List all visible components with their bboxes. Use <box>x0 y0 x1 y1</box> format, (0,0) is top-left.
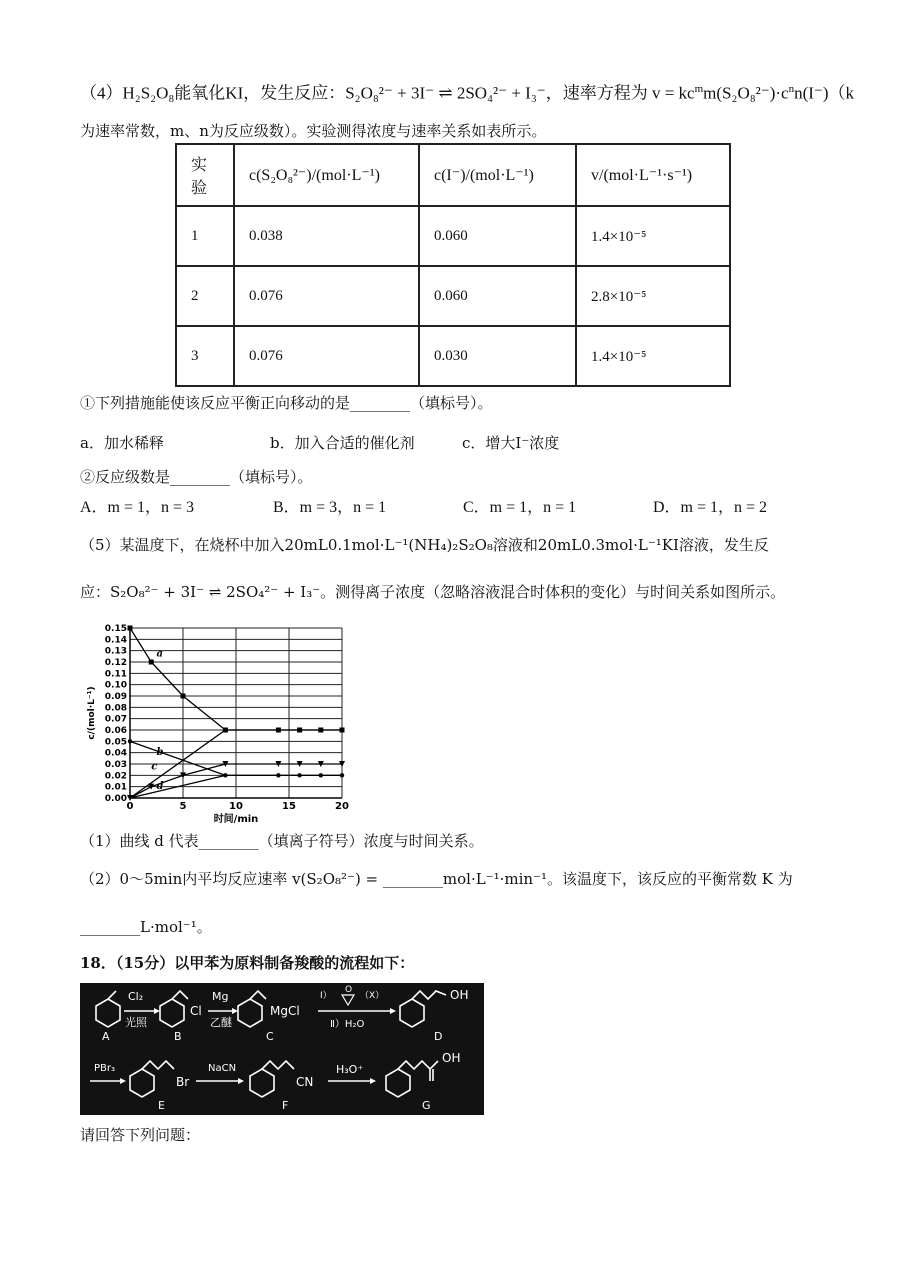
q4-intro-c: n(I⁻)（k <box>794 83 855 103</box>
table-header: 实验 <box>176 144 234 206</box>
q5-sub2: （2）0～5min内平均反应速率 v(S₂O₈²⁻) = ________mol·L⁻¹·min⁻¹。该温度下，该反应的平衡常数 K 为 <box>80 870 793 888</box>
q5-intro2: 应：S₂O₈²⁻ + 3I⁻ ⇌ 2SO₄²⁻ + I₃⁻。测得离子浓度（忽略溶液混合时体积的变化）与时间关系如图所示。 <box>80 583 786 601</box>
reagent: Ⅱ）H₂O <box>330 1019 365 1030</box>
table-header: c(I⁻)/(mol·L⁻¹) <box>419 144 576 206</box>
table-cell: 0.076 <box>234 326 419 386</box>
reagent: Mg <box>212 990 229 1003</box>
y-tick-label: 0.08 <box>104 703 127 714</box>
y-tick-label: 0.04 <box>104 748 127 759</box>
option: A．m = 1，n = 3 <box>80 499 195 516</box>
q4-sub2: ②反应级数是________（填标号）。 <box>80 468 313 486</box>
q4-sub1: ①下列措施能使该反应平衡正向移动的是________（填标号）。 <box>80 394 493 412</box>
data-point <box>319 773 323 777</box>
bond <box>250 991 266 999</box>
group-label: Br <box>176 1075 190 1089</box>
y-tick-label: 0.11 <box>104 669 127 680</box>
compound-label: A <box>102 1030 110 1043</box>
table-row <box>176 206 730 266</box>
x-tick-label: 5 <box>179 801 187 812</box>
q5-sub1: （1）曲线 d 代表________（填离子符号）浓度与时间关系。 <box>80 832 484 850</box>
compound-label: F <box>282 1099 289 1112</box>
data-point <box>297 773 301 777</box>
benzene-ring-icon <box>250 1069 274 1097</box>
group-label: CN <box>296 1075 314 1089</box>
x-tick-label: 20 <box>335 801 349 812</box>
group-label: OH <box>442 1051 461 1065</box>
bond <box>412 991 446 999</box>
data-point <box>128 739 132 743</box>
y-tick-label: 0.14 <box>104 635 127 646</box>
y-tick-label: 0.12 <box>104 658 127 668</box>
benzene-ring-icon <box>96 999 120 1027</box>
y-tick-label: 0.09 <box>104 692 127 702</box>
q4-sub2-options <box>80 500 767 516</box>
data-point <box>276 773 280 777</box>
bond <box>108 991 116 999</box>
reagent: H₃O⁺ <box>336 1063 364 1076</box>
group-label: Cl <box>190 1004 202 1018</box>
benzene-ring-icon <box>130 1069 154 1097</box>
table-cell: 1 <box>176 206 234 266</box>
reagent: Ⅰ） <box>320 991 332 1001</box>
bond <box>142 1061 174 1069</box>
q4-intro-a: （4）H₂S₂O₈能氧化KI，发生反应：S₂O₈²⁻ + 3I⁻ ⇌ 2SO₄²⁻ + I₃⁻，速率方程为 v = kc <box>80 83 695 103</box>
y-tick-label: 0.06 <box>104 726 127 736</box>
table-cell: 1.4×10⁻⁵ <box>576 206 730 266</box>
compound-label: C <box>266 1030 274 1043</box>
x-tick-label: 0 <box>126 801 134 812</box>
reagent: （X） <box>360 991 385 1001</box>
group-label: OH <box>450 988 469 1002</box>
arrowhead-icon <box>390 1008 396 1014</box>
x-tick-label: 10 <box>229 801 243 812</box>
option: B．m = 3，n = 1 <box>273 499 387 516</box>
curve-label: b <box>156 746 164 758</box>
benzene-ring-icon <box>238 999 262 1027</box>
data-point <box>128 626 133 631</box>
y-tick-label: 0.10 <box>104 680 127 691</box>
table-cell: 0.038 <box>234 206 419 266</box>
q18-ask: 请回答下列问题： <box>80 1126 201 1144</box>
table-header: c(S₂O₈²⁻)/(mol·L⁻¹) <box>234 144 419 206</box>
curve-label: a <box>156 648 163 660</box>
compound-label: B <box>174 1030 182 1043</box>
benzene-ring-icon <box>160 999 184 1027</box>
bond <box>172 991 188 999</box>
rate-table <box>175 143 731 387</box>
group-label: MgCl <box>270 1004 300 1018</box>
concentration-time-chart <box>80 620 360 825</box>
table-cell: 2.8×10⁻⁵ <box>576 266 730 326</box>
arrowhead-icon <box>232 1008 238 1014</box>
curve-label: d <box>156 780 164 792</box>
table-cell: 0.060 <box>419 266 576 326</box>
reagent: NaCN <box>208 1063 237 1074</box>
option: c．增大I⁻浓度 <box>462 434 560 452</box>
data-point <box>340 773 344 777</box>
reagent: 光照 <box>125 1016 147 1029</box>
table-row <box>176 266 730 326</box>
q4-intro-b: m(S₂O₈²⁻)·c <box>703 83 789 103</box>
y-tick-label: 0.03 <box>104 760 127 770</box>
curve-label: c <box>151 761 158 773</box>
benzene-ring-icon <box>400 999 424 1027</box>
option: b．加入合适的催化剂 <box>270 434 415 452</box>
reagent: PBr₃ <box>94 1063 116 1074</box>
bond <box>262 1061 294 1069</box>
arrowhead-icon <box>370 1078 376 1084</box>
x-axis-label: 时间/min <box>213 814 259 825</box>
table-cell: 0.030 <box>419 326 576 386</box>
compound-label: E <box>158 1099 165 1112</box>
bond <box>398 1061 438 1069</box>
compound-label: D <box>434 1030 443 1043</box>
table-header: v/(mol·L⁻¹·s⁻¹) <box>576 144 730 206</box>
q5-sub2b: ________L·mol⁻¹。 <box>80 918 212 936</box>
table-cell: 0.060 <box>419 206 576 266</box>
q4-sub1-options <box>80 436 559 451</box>
y-tick-label: 0.15 <box>104 624 127 634</box>
table-cell: 3 <box>176 326 234 386</box>
reagent: 乙醚 <box>210 1016 232 1029</box>
q18-title: 18．（15分）以甲苯为原料制备羧酸的流程如下： <box>80 954 415 972</box>
option: a．加水稀释 <box>80 434 164 452</box>
y-tick-label: 0.00 <box>104 794 127 804</box>
y-tick-label: 0.02 <box>104 771 127 782</box>
compound-label: G <box>422 1099 431 1112</box>
arrowhead-icon <box>238 1078 244 1084</box>
table-cell: 1.4×10⁻⁵ <box>576 326 730 386</box>
group-label: O <box>345 985 353 995</box>
benzene-ring-icon <box>386 1069 410 1097</box>
table-cell: 2 <box>176 266 234 326</box>
q4-intro2: 为速率常数，m、n为反应级数）。实验测得浓度与速率关系如表所示。 <box>80 122 547 140</box>
y-tick-label: 0.07 <box>104 714 127 725</box>
table-cell: 0.076 <box>234 266 419 326</box>
reaction-scheme <box>80 983 484 1115</box>
y-tick-label: 0.13 <box>104 646 127 657</box>
y-axis-label: c/(mol·L⁻¹) <box>87 686 97 740</box>
data-point <box>181 694 186 699</box>
option: D．m = 1，n = 2 <box>653 499 768 516</box>
epoxide-icon <box>342 995 354 1005</box>
option: C．m = 1，n = 1 <box>463 499 577 516</box>
q5-intro1: （5）某温度下，在烧杯中加入20mL0.1mol·L⁻¹(NH₄)₂S₂O₈溶液和20mL0.3mol·L⁻¹KI溶液，发生反 <box>80 536 769 554</box>
y-tick-label: 0.05 <box>104 737 127 748</box>
q4-intro: （4）H₂S₂O₈能氧化KI，发生反应：S₂O₈²⁻ + 3I⁻ ⇌ 2SO₄²⁻ + I₃⁻，速率方程为 $v = kc^mm(S_2O_8^{2-})\cdot c^nn(I^-)(k$ <box>80 83 855 103</box>
reagent: Cl₂ <box>128 990 144 1003</box>
arrowhead-icon <box>154 1008 160 1014</box>
data-point <box>149 660 154 665</box>
x-tick-label: 15 <box>282 801 296 812</box>
y-tick-label: 0.01 <box>104 782 127 793</box>
arrowhead-icon <box>120 1078 126 1084</box>
table-row <box>176 326 730 386</box>
table-header-row <box>176 144 730 206</box>
